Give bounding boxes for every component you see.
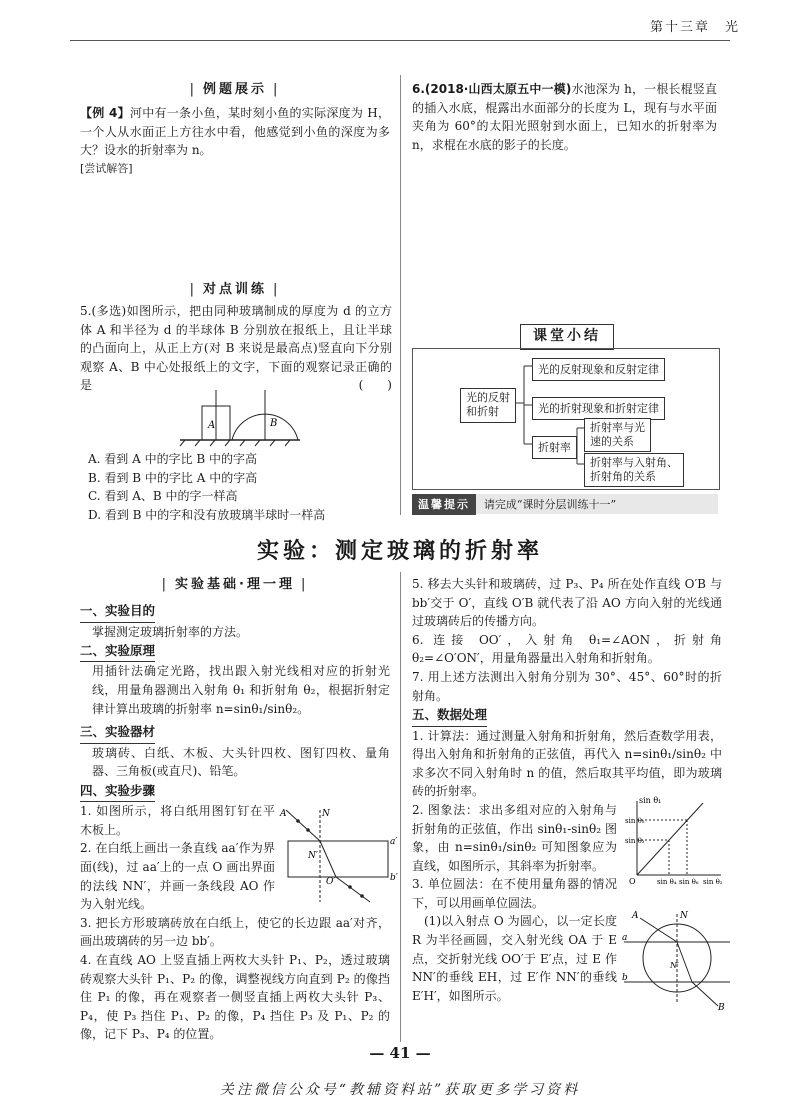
q5-text: 5.(多选)如图所示，把由同种玻璃制成的厚度为 d 的立方体 A 和半径为 d 的半球体 B 分别放在报纸上，且让半球的凸面向上，从正上方(对 B 来说是最高点)竖直向下分别观察 A、B 中心处报纸上的文字，下面的观察记录正确的是 xyxy=(80,304,392,393)
map-leaf-speed: 折射率与光 速的关系 xyxy=(584,418,651,452)
step-1: 1. 如图所示，将白纸用图钉钉在平木板上。 xyxy=(80,804,275,837)
header-rule xyxy=(70,40,730,41)
practice-block xyxy=(80,280,390,300)
svg-text:a′: a′ xyxy=(390,837,398,847)
step-2: 2. 在白纸上画出一条直线 aa′作为界面(线)，过 aa′上的一点 O 画出界面的法线 NN′，并画一条线段 AO 作为入射光线。 xyxy=(80,841,275,912)
column-divider xyxy=(400,572,401,1042)
question-6 xyxy=(412,80,717,154)
tick-x6: sin θ₆ xyxy=(679,878,699,886)
tip-text: 请完成“课时分层训练十一” xyxy=(483,498,617,511)
heading-data: 五、数据处理 xyxy=(412,705,487,726)
svg-text:b′: b′ xyxy=(390,873,398,883)
tick-x4: sin θ₄ xyxy=(657,878,677,886)
principle-text: 用插针法确定光路，找出跟入射光线相对应的折射光线，用量角器测出入射角 θ₁ 和折射角 θ₂，根据折射定律计算出玻璃的折射率 n=sinθ₁/sinθ₂。 xyxy=(92,664,390,716)
method-graph: 2. 图象法：求出多组对应的入射角与折射角的正弦值，作出 sinθ₁-sinθ₂ 图象，由 n=sinθ₁/sinθ₂ 可知图象应为直线，如图所示，其斜率为折射率。 xyxy=(412,802,617,873)
tip-label: 温馨提示 xyxy=(412,494,476,515)
step-7: 7. 用上述方法测出入射角分别为 30°、45°、60°时的折射角。 xyxy=(412,669,722,703)
tick-y5: sin θ₅ xyxy=(625,817,645,825)
example-text: 河中有一条小鱼，某时刻小鱼的实际深度为 H，一个人从水面正上方往水中看，他感觉到小鱼的深度为多大？设水的折射率为 n。 xyxy=(80,106,391,158)
origin-label: O xyxy=(629,877,636,886)
fig-label-a: A xyxy=(208,420,216,431)
map-root: 光的反射 和折射 xyxy=(460,388,516,423)
heading-principle: 二、实验原理 xyxy=(80,641,155,662)
option-a: A. 看到 A 中的字比 B 中的字高 xyxy=(88,452,258,466)
svg-text:N: N xyxy=(322,809,330,819)
svg-text:O′: O′ xyxy=(326,877,336,887)
option-b: B. 看到 B 中的字比 A 中的字高 xyxy=(88,470,258,485)
glass-block-figure xyxy=(278,806,396,906)
chapter-header: 第十三章 光 xyxy=(649,20,740,35)
axis-y-label: sin θ₁ xyxy=(639,796,662,805)
svg-text:N′: N′ xyxy=(670,961,679,970)
tip-bar xyxy=(412,494,718,514)
example-label: 【例 4】 xyxy=(80,106,130,121)
step-4: 4. 在直线 AO 上竖直插上两枚大头针 P₁、P₂，透过玻璃砖观察大头针 P₁、P₂ 的像，调整视线方向直到 P₂ 的像挡住 P₁ 的像，再在观察者一侧竖直插上两枚大头针 P₃、P₄，使 P₃ 挡住 P₁、P₂ 的像，P₄ 挡住 P₃ 及 P₁、P₂ 的像，记下 P₃、P₄ 的位置。 xyxy=(80,952,390,1042)
method-unit-circle-step1: (1)以入射点 O 为圆心，以一定长度 R 为半径画圆，交入射光线 OA 于 E 点，交折射光线 OO′于 E′点，过 E 作 NN′的垂线 EH，过 E′作 NN′的垂线 E′H′，如图所示。 xyxy=(412,914,617,1003)
q6-source: 6.(2018·山西太原五中一模) xyxy=(412,82,572,96)
purpose-text: 掌握测定玻璃折射率的方法。 xyxy=(92,624,249,639)
svg-text:N: N xyxy=(680,911,688,921)
svg-text:N′: N′ xyxy=(308,851,318,861)
map-branch-refraction: 光的折射现象和折射定律 xyxy=(532,397,665,420)
map-branch-index: 折射率 xyxy=(532,436,577,459)
heading-steps: 四、实验步骤 xyxy=(80,781,155,802)
fig-label-b: B xyxy=(270,418,278,429)
step-3: 3. 把长方形玻璃砖放在白纸上，使它的长边跟 aa′对齐，画出玻璃砖的另一边 bb′。 xyxy=(80,915,390,949)
step-6: 6. 连接 OO′，入射角 θ₁=∠AON，折射角 θ₂=∠O′ON′，用量角器量出入射角和折射角。 xyxy=(412,632,722,666)
option-d: D. 看到 B 中的字和没有放玻璃半球时一样高 xyxy=(88,507,326,522)
svg-text:B: B xyxy=(718,1003,725,1013)
section-heading: | 实验基础·理一理 | xyxy=(80,575,390,595)
summary-heading: 课堂小结 xyxy=(520,324,614,350)
unit-circle-figure xyxy=(622,910,732,1022)
map-branch-reflection: 光的反射现象和反射定律 xyxy=(532,358,665,381)
section-heading: | 对点训练 | xyxy=(80,280,390,300)
answer-paren: ( ) xyxy=(358,378,392,393)
section-heading: | 例题展示 | xyxy=(80,80,390,100)
svg-text:a: a xyxy=(622,933,628,943)
try-answer-label: [尝试解答] xyxy=(80,161,133,175)
svg-text:A: A xyxy=(632,911,639,921)
footer-watermark: 关注微信公众号“教辅资料站”获取更多学习资料 xyxy=(219,1082,581,1098)
sine-graph xyxy=(625,795,725,885)
method-unit-circle: 3. 单位圆法：在不使用量角器的情况下，可以用画单位圆法。 xyxy=(412,877,617,910)
question-5 xyxy=(80,302,392,395)
example-4 xyxy=(80,104,390,160)
experiment-title: 实验：测定玻璃的折射率 xyxy=(256,538,543,564)
column-divider xyxy=(400,75,401,515)
method-calc: 1. 计算法：通过测量入射角和折射角，然后查数学用表，得出入射角和折射角的正弦值，再代入 n=sinθ₁/sinθ₂ 中求多次不同入射角时 n 的值，然后取其平均值，即为玻璃砖的折射率。 xyxy=(412,728,722,799)
step-5: 5. 移去大头针和玻璃砖，过 P₃、P₄ 所在处作直线 O′B 与 bb′交于 O′，直线 O′B 就代表了沿 AO 方向入射的光线通过玻璃砖后的传播方向。 xyxy=(412,577,722,629)
left-top-column xyxy=(80,80,390,177)
q6-text: 水池深为 h，一根长棍竖直的插入水底，棍露出水面部分的长度为 L，现有与水平面夹角为 60°的太阳光照射到水面上，已知水的折射率为 n，求棍在水底的影子的长度。 xyxy=(412,82,717,152)
option-c: C. 看到 A、B 中的字一样高 xyxy=(88,489,238,504)
axis-x-label: sin θ₂ xyxy=(703,878,723,886)
svg-text:A: A xyxy=(280,809,287,819)
heading-purpose: 一、实验目的 xyxy=(80,601,155,622)
heading-equipment: 三、实验器材 xyxy=(80,722,155,743)
tick-y3: sin θ₃ xyxy=(625,837,645,845)
page-number: — 41 — xyxy=(369,1044,431,1062)
svg-text:b: b xyxy=(622,973,628,983)
map-leaf-angles: 折射率与入射角、 折射角的关系 xyxy=(584,453,684,487)
options-list xyxy=(88,450,393,524)
cube-hemisphere-figure xyxy=(180,388,300,448)
equipment-text: 玻璃砖、白纸、木板、大头针四枚、图钉四枚、量角器、三角板(或直尺)、铅笔。 xyxy=(92,745,390,779)
